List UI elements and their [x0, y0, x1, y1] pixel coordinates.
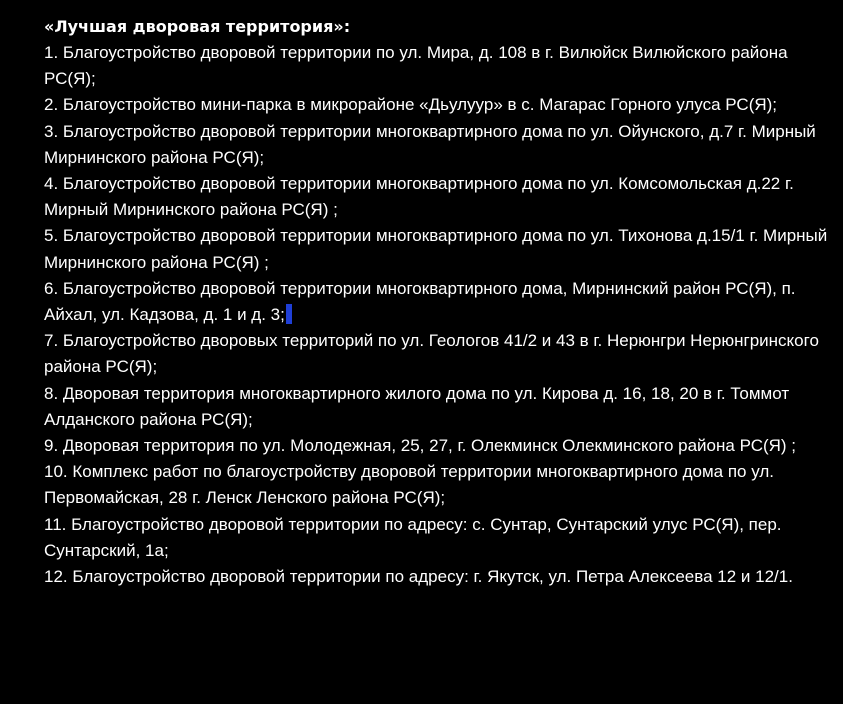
document-body: [44, 14, 834, 590]
list-item: 8. Дворовая территория многоквартирного жилого дома по ул. Кирова д. 16, 18, 20 в г. Томмот Алданского района РС(Я);: [44, 383, 790, 429]
list-item: [44, 276, 834, 328]
list-item: 9. Дворовая территория по ул. Молодежная, 25, 27, г. Олекминск Олекминского района РС(Я) ;: [44, 436, 797, 456]
list-item: 2. Благоустройство мини-парка в микрорайоне «Дьулуур» в с. Магарас Горного улуса РС(Я);: [44, 95, 778, 115]
list-item: 12. Благоустройство дворовой территории по адресу: г. Якутск, ул. Петра Алексеева 12 и 12/1.: [44, 567, 793, 587]
list-item: 7. Благоустройство дворовых территорий по ул. Геологов 41/2 и 43 в г. Нерюнгри Нерюнгринского района РС(Я);: [44, 331, 819, 377]
list-item: 10. Комплекс работ по благоустройству дворовой территории многоквартирного дома по ул. Первомайская, 28 г. Ленск Ленского района РС(Я);: [44, 462, 774, 508]
project-list: [44, 40, 834, 590]
list-item: 5. Благоустройство дворовой территории многоквартирного дома по ул. Тихонова д.15/1 г. Мирный Мирнинского района РС(Я) ;: [44, 226, 828, 272]
list-item: 4. Благоустройство дворовой территории многоквартирного дома по ул. Комсомольская д.22 г. Мирный Мирнинского района РС(Я) ;: [44, 174, 794, 220]
list-item: 11. Благоустройство дворовой территории по адресу: с. Сунтар, Сунтарский улус РС(Я), пер. Сунтарский, 1а;: [44, 514, 782, 560]
document-title: «Лучшая дворовая территория»:: [44, 17, 351, 36]
list-item-text: 6. Благоустройство дворовой территории многоквартирного дома, Мирнинский район РС(Я), п. Айхал, ул. Кадзова, д. 1 и д. 3;: [44, 278, 796, 325]
text-cursor: [286, 304, 292, 324]
list-item: 3. Благоустройство дворовой территории многоквартирного дома по ул. Ойунского, д.7 г. Мирный Мирнинского района РС(Я);: [44, 121, 816, 167]
list-item: 1. Благоустройство дворовой территории по ул. Мира, д. 108 в г. Вилюйск Вилюйского района РС(Я);: [44, 43, 788, 89]
